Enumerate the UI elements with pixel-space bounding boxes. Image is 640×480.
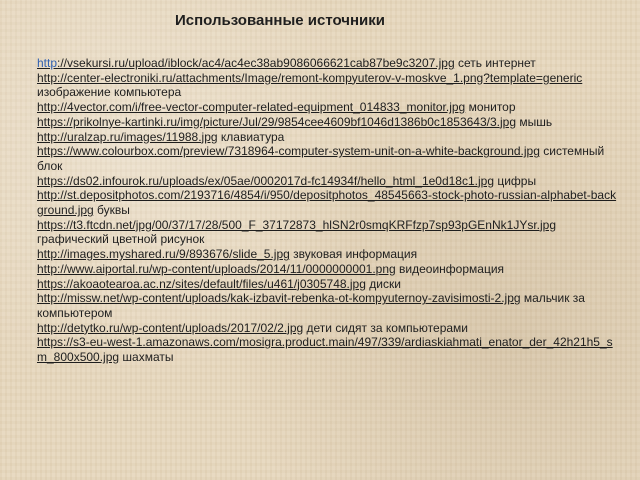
- source-description: диски: [365, 276, 401, 291]
- source-description: мышь: [516, 114, 553, 129]
- source-link[interactable]: [37, 321, 303, 335]
- source-entry: [37, 218, 617, 247]
- link-address: http://st.depositphotos.com/2193716/4854/i/950/depositphotos_48545663-stock-photo-russian-alphabet-background.jpg: [37, 188, 617, 218]
- link-address: http://www.aiportal.ru/wp-content/uploads/2014/11/0000000001.png: [37, 261, 396, 276]
- link-address: http://center-electroniki.ru/attachments/Image/remont-kompyuterov-v-moskve_1.png?template=generic: [37, 70, 583, 85]
- link-address: http://images.myshared.ru/9/893676/slide_5.jpg: [37, 247, 290, 262]
- link-address: http://uralzap.ru/images/11988.jpg: [37, 129, 218, 144]
- source-link[interactable]: [37, 130, 218, 144]
- link-address: https://akoaotearoa.ac.nz/sites/default/files/u461/j0305748.jpg: [37, 276, 366, 291]
- source-entry: [37, 321, 617, 336]
- link-address: http://missw.net/wp-content/uploads/kak-izbavit-rebenka-ot-kompyuternoy-zavisimosti-2.jpg: [37, 291, 521, 306]
- source-entry: [37, 100, 617, 115]
- source-link[interactable]: [37, 291, 521, 305]
- link-address: https://www.colourbox.com/preview/7318964-computer-system-unit-on-a-white-background.jpg: [37, 144, 540, 159]
- source-description: изображение компьютера: [37, 85, 182, 100]
- source-description: звуковая информация: [289, 247, 418, 262]
- source-link[interactable]: [37, 277, 366, 291]
- source-link[interactable]: [37, 71, 582, 85]
- source-link[interactable]: [37, 100, 465, 114]
- source-description: монитор: [465, 100, 516, 115]
- source-link[interactable]: [37, 218, 556, 232]
- source-description: шахматы: [119, 350, 174, 365]
- source-entry: [37, 130, 617, 145]
- source-entry: [37, 291, 617, 320]
- source-entry: [37, 247, 617, 262]
- source-description: видеоинформация: [395, 261, 505, 276]
- source-link[interactable]: [37, 247, 290, 261]
- source-link[interactable]: [37, 56, 455, 70]
- source-entry: [37, 174, 617, 189]
- source-entry: [37, 277, 617, 292]
- source-description: системный блок: [37, 144, 605, 173]
- source-entry: [37, 115, 617, 130]
- source-link[interactable]: [37, 262, 396, 276]
- source-entry: [37, 188, 617, 217]
- link-protocol: http: [37, 56, 58, 70]
- sources-list: [37, 56, 617, 365]
- source-description: цифры: [494, 173, 537, 188]
- source-entry: [37, 56, 617, 71]
- link-address: http://4vector.com/i/free-vector-computer-related-equipment_014833_monitor.jpg: [37, 100, 466, 115]
- source-description: мальчик за компьютером: [37, 291, 585, 320]
- source-description: графический цветной рисунок: [37, 232, 205, 247]
- source-link[interactable]: [37, 115, 516, 129]
- source-description: дети сидят за компьютерами: [303, 320, 469, 335]
- link-address: http://detytko.ru/wp-content/uploads/2017/02/2.jpg: [37, 320, 304, 335]
- link-address: ://vsekursi.ru/upload/iblock/ac4/ac4ec38ab9086066621cab87be9c3207.jpg: [57, 56, 455, 70]
- link-address: https://ds02.infourok.ru/uploads/ex/05ae/0002017d-fc14934f/hello_html_1e0d18c1.jpg: [37, 173, 495, 188]
- slide-title: Использованные источники: [175, 12, 385, 29]
- source-entry: [37, 144, 617, 173]
- source-link[interactable]: [37, 174, 494, 188]
- link-address: https://prikolnye-kartinki.ru/img/picture/Jul/29/9854cee4609bf1046d1386b0c1853643/3.jpg: [37, 114, 516, 129]
- link-address: https://t3.ftcdn.net/jpg/00/37/17/28/500_F_37172873_hlSN2r0smqKRFfzp7sp93pGEnNk1JYsr.jpg: [37, 217, 556, 232]
- source-link[interactable]: [37, 144, 540, 158]
- source-description: сеть интернет: [454, 56, 536, 70]
- link-address: https://s3-eu-west-1.amazonaws.com/mosigra.product.main/497/339/ardiaskiahmati_enator_der_42h21h5_sm_800x500.jpg: [37, 335, 613, 365]
- source-entry: [37, 71, 617, 100]
- source-entry: [37, 262, 617, 277]
- source-description: буквы: [93, 203, 130, 218]
- source-description: клавиатура: [217, 129, 285, 144]
- source-entry: [37, 335, 617, 364]
